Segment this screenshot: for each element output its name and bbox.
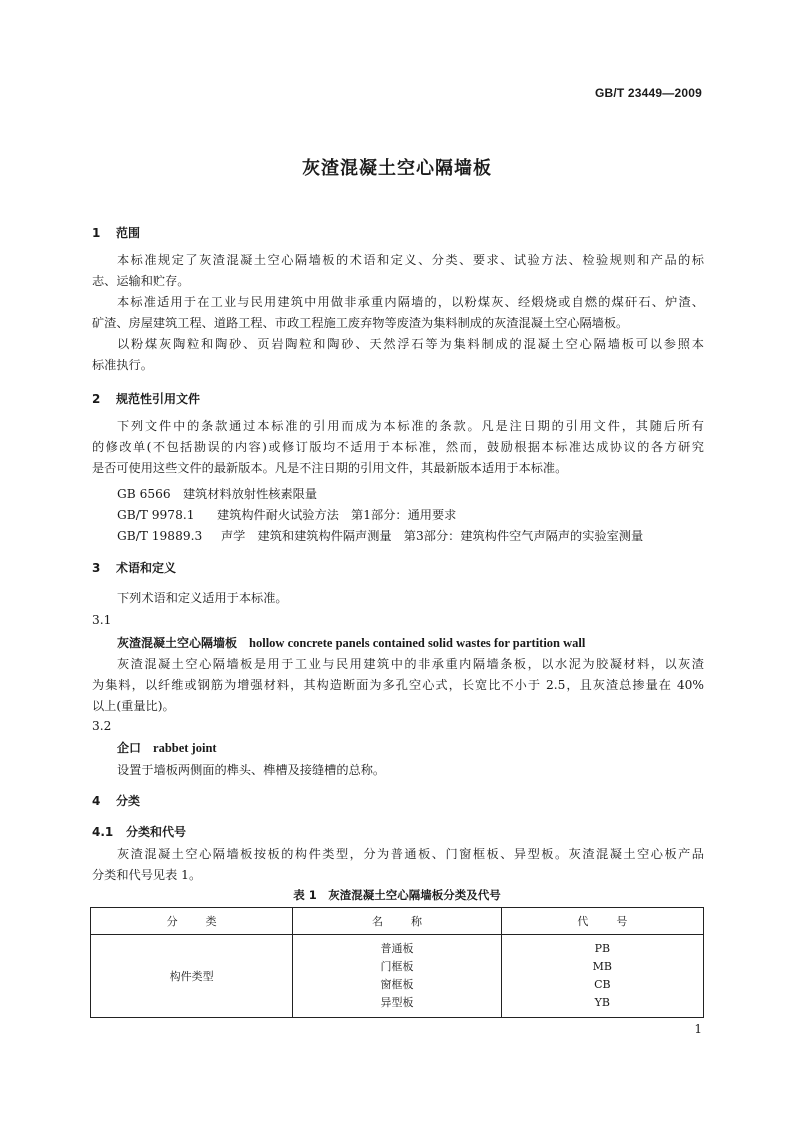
term-3-2-number: 3.2	[92, 719, 112, 733]
table-header-cell: 代号	[501, 908, 703, 935]
s1-p1-line2: 志、运输和贮存。	[92, 274, 190, 288]
s2-p1-line2: 的修改单(不包括勘误的内容)或修订版均不适用于本标准，然而，鼓励根据本标准达成协议的各方研究	[92, 440, 704, 454]
s2-p1-line1: 下列文件中的条款通过本标准的引用而成为本标准的条款。凡是注日期的引用文件，其随后所有	[117, 419, 704, 433]
table-cell-codes	[501, 935, 703, 1018]
section-1-heading: 1 范围	[92, 226, 141, 240]
term-3-2-def: 设置于墙板两侧面的榫头、榫槽及接缝槽的总称。	[117, 763, 386, 777]
table-name-item: 异型板	[380, 996, 414, 1009]
table-name-item: 普通板	[380, 942, 414, 955]
s4-p1-line1: 灰渣混凝土空心隔墙板按板的构件类型，分为普通板、门窗框板、异型板。灰渣混凝土空心板产品	[117, 847, 704, 861]
section-2-heading: 2 规范性引用文件	[92, 392, 201, 406]
s1-p3-line1: 以粉煤灰陶粒和陶砂、页岩陶粒和陶砂、天然浮石等为集料制成的混凝土空心隔墙板可以参照本	[117, 337, 704, 351]
table-cell-category: 构件类型	[91, 935, 293, 1018]
table-cell-names	[293, 935, 501, 1018]
term-3-1-number: 3.1	[92, 613, 112, 627]
table-header-cell: 名称	[293, 908, 501, 935]
table-header-row	[91, 908, 704, 935]
s1-p2-line1: 本标准适用于在工业与民用建筑中用做非承重内隔墙的，以粉煤灰、经煅烧或自燃的煤矸石、炉渣、	[117, 295, 704, 309]
table-caption: 表 1 灰渣混凝土空心隔墙板分类及代号	[293, 888, 501, 902]
s2-p1-line3: 是否可使用这些文件的最新版本。凡是不注日期的引用文件，其最新版本适用于本标准。	[92, 461, 568, 475]
term-3-1-def-line1: 灰渣混凝土空心隔墙板是用于工业与民用建筑中的非承重内隔墙条板，以水泥为胶凝材料，以灰渣	[117, 657, 704, 671]
ref-item: GB 6566 建筑材料放射性核素限量	[117, 487, 318, 501]
term-3-1-def-line2: 为集料，以纤维或钢筋为增强材料，其构造断面为多孔空心式，长宽比不小于 2.5，且灰渣总掺量在 40%	[92, 678, 704, 692]
document-title: 灰渣混凝土空心隔墙板	[302, 158, 492, 179]
standard-number: GB/T 23449—2009	[594, 86, 702, 100]
s1-p2-line2: 矿渣、房屋建筑工程、道路工程、市政工程施工废弃物等废渣为集料制成的灰渣混凝土空心隔墙板。	[92, 316, 629, 330]
term-3-1: 灰渣混凝土空心隔墙板 hollow concrete panels contained solid wastes for partition wall	[117, 636, 586, 650]
page-number: 1	[694, 1022, 702, 1036]
term-3-1-def-line3: 以上(重量比)。	[92, 699, 175, 713]
section-4-heading: 4 分类	[92, 794, 141, 808]
table-code-item: MB	[592, 960, 613, 973]
table-code-item: PB	[594, 942, 611, 955]
ref-item: GB/T 9978.1 建筑构件耐火试验方法 第1部分：通用要求	[117, 508, 457, 522]
section-4-1-heading: 4.1 分类和代号	[92, 825, 187, 839]
table-name-item: 窗框板	[380, 978, 414, 991]
s1-p3-line2: 标准执行。	[92, 358, 153, 372]
table-code-item: CB	[594, 978, 611, 991]
section-3-heading: 3 术语和定义	[92, 561, 177, 575]
table-name-item: 门框板	[380, 960, 414, 973]
table-header-cell: 分类	[91, 908, 293, 935]
s1-p1-line1: 本标准规定了灰渣混凝土空心隔墙板的术语和定义、分类、要求、试验方法、检验规则和产品的标	[117, 253, 704, 267]
table-row	[91, 935, 704, 1018]
table-code-item: YB	[594, 996, 611, 1009]
term-3-2: 企口 rabbet joint	[117, 741, 217, 755]
s4-p1-line2: 分类和代号见表 1。	[92, 868, 202, 882]
classification-table	[90, 907, 704, 1018]
s3-intro: 下列术语和定义适用于本标准。	[117, 591, 288, 605]
ref-item: GB/T 19889.3 声学 建筑和建筑构件隔声测量 第3部分：建筑构件空气声隔声的实验室测量	[117, 529, 644, 543]
